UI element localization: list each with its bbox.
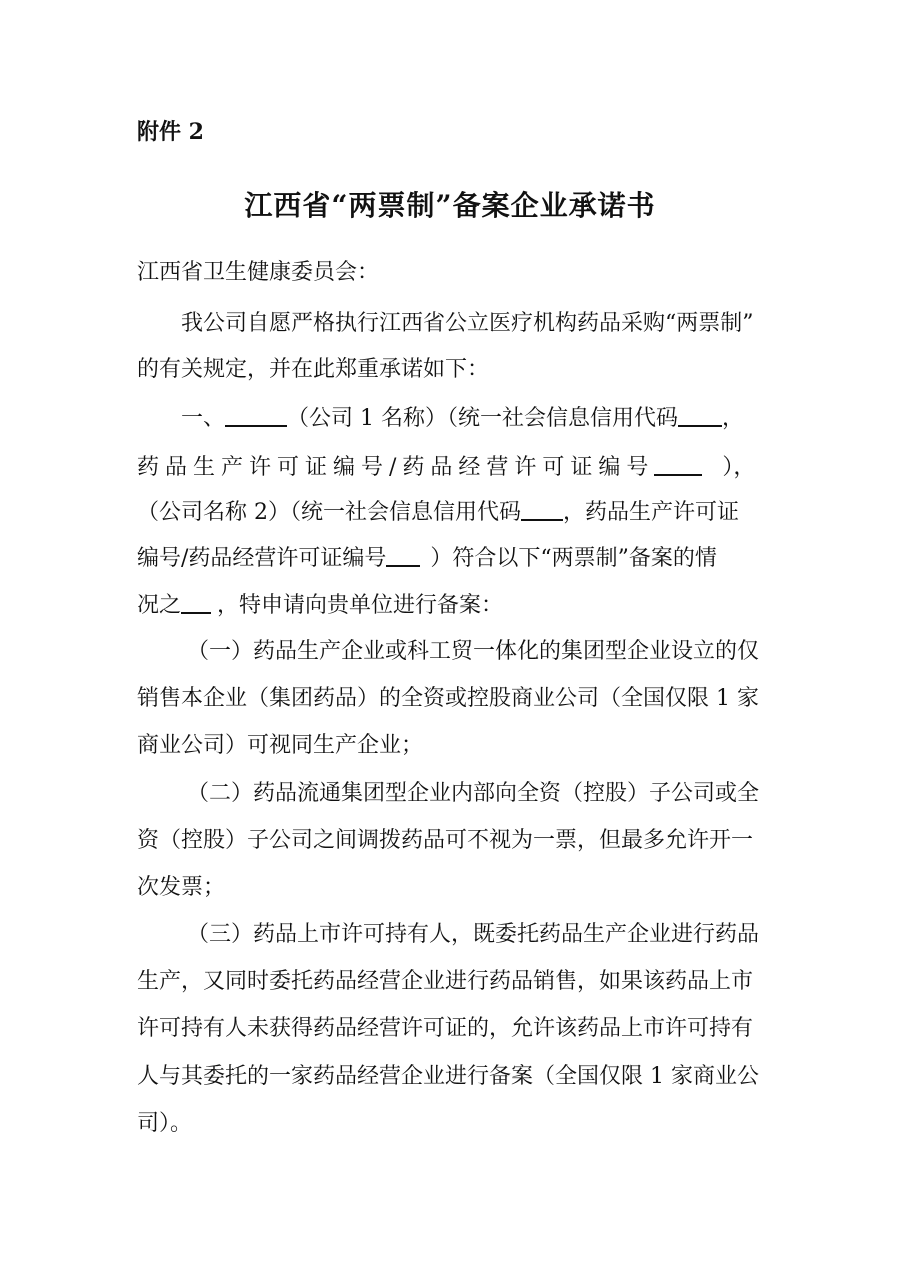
clause1-line-2: 销售本企业（集团药品）的全资或控股商业公司（全国仅限 1 家 bbox=[137, 686, 759, 711]
item1-company1-text: （公司 1 名称）（统一社会信息信用代码 bbox=[287, 406, 679, 431]
item1-prefix: 一、 bbox=[181, 406, 226, 431]
clause1-line-3: 商业公司）可视同生产企业； bbox=[137, 733, 424, 758]
situation-number-blank[interactable] bbox=[181, 590, 211, 614]
item1-request-text: ，特申请向贵单位进行备案： bbox=[217, 593, 504, 618]
item1-license-text: 药品生产许可证编号/药品经营许可证编号 bbox=[137, 455, 655, 480]
clause3-line-3: 许可持有人未获得药品经营许可证的，允许该药品上市许可持有 bbox=[137, 1016, 754, 1041]
item1-conformity-text: ）符合以下“两票制”备案的情 bbox=[430, 546, 717, 571]
company1-name-blank[interactable] bbox=[225, 403, 287, 427]
item1-company2-text: （公司名称 2）（统一社会信息信用代码 bbox=[137, 500, 521, 525]
item1-company2-license-label: 编号/药品经营许可证编号 bbox=[137, 546, 387, 571]
item1-company2-license-text: ，药品生产许可证 bbox=[563, 500, 740, 525]
clause3-line-5: 司）。 bbox=[137, 1111, 193, 1136]
item1-close-paren: ）， bbox=[722, 455, 756, 480]
document-title: 江西省“两票制”备案企业承诺书 bbox=[244, 189, 656, 222]
clause2-line-1: （二）药品流通集团型企业内部向全资（控股）子公司或全 bbox=[187, 781, 760, 806]
company2-credit-code-blank[interactable] bbox=[521, 497, 563, 521]
item1-comma: ， bbox=[722, 406, 745, 431]
item1-line-1 bbox=[137, 403, 813, 433]
item1-line-5 bbox=[137, 590, 769, 620]
item1-line-3 bbox=[137, 497, 769, 527]
addressee: 江西省卫生健康委员会： bbox=[137, 260, 380, 285]
company1-credit-code-blank[interactable] bbox=[678, 403, 722, 427]
clause3-line-1: （三）药品上市许可持有人，既委托药品生产企业进行药品 bbox=[187, 922, 760, 947]
item1-line-4 bbox=[137, 543, 769, 573]
item1-line-2 bbox=[137, 452, 769, 482]
attachment-label: 附件 2 bbox=[137, 119, 204, 145]
clause2-line-2: 资（控股）子公司之间调拨药品可不视为一票，但最多允许开一 bbox=[137, 828, 754, 853]
company1-license-blank[interactable] bbox=[654, 452, 702, 476]
clause2-line-3: 次发票； bbox=[137, 875, 226, 900]
intro-line-1: 我公司自愿严格执行江西省公立医疗机构药品采购“两票制” bbox=[181, 311, 754, 336]
clause3-line-4: 人与其委托的一家药品经营企业进行备案（全国仅限 1 家商业公 bbox=[137, 1064, 759, 1089]
clause3-line-2: 生产，又同时委托药品经营企业进行药品销售，如果该药品上市 bbox=[137, 969, 754, 994]
intro-line-2: 的有关规定，并在此郑重承诺如下： bbox=[137, 357, 490, 382]
company2-license-blank[interactable] bbox=[386, 543, 420, 567]
item1-situation-text: 况之 bbox=[137, 593, 182, 618]
clause1-line-1: （一）药品生产企业或科工贸一体化的集团型企业设立的仅 bbox=[187, 639, 760, 664]
